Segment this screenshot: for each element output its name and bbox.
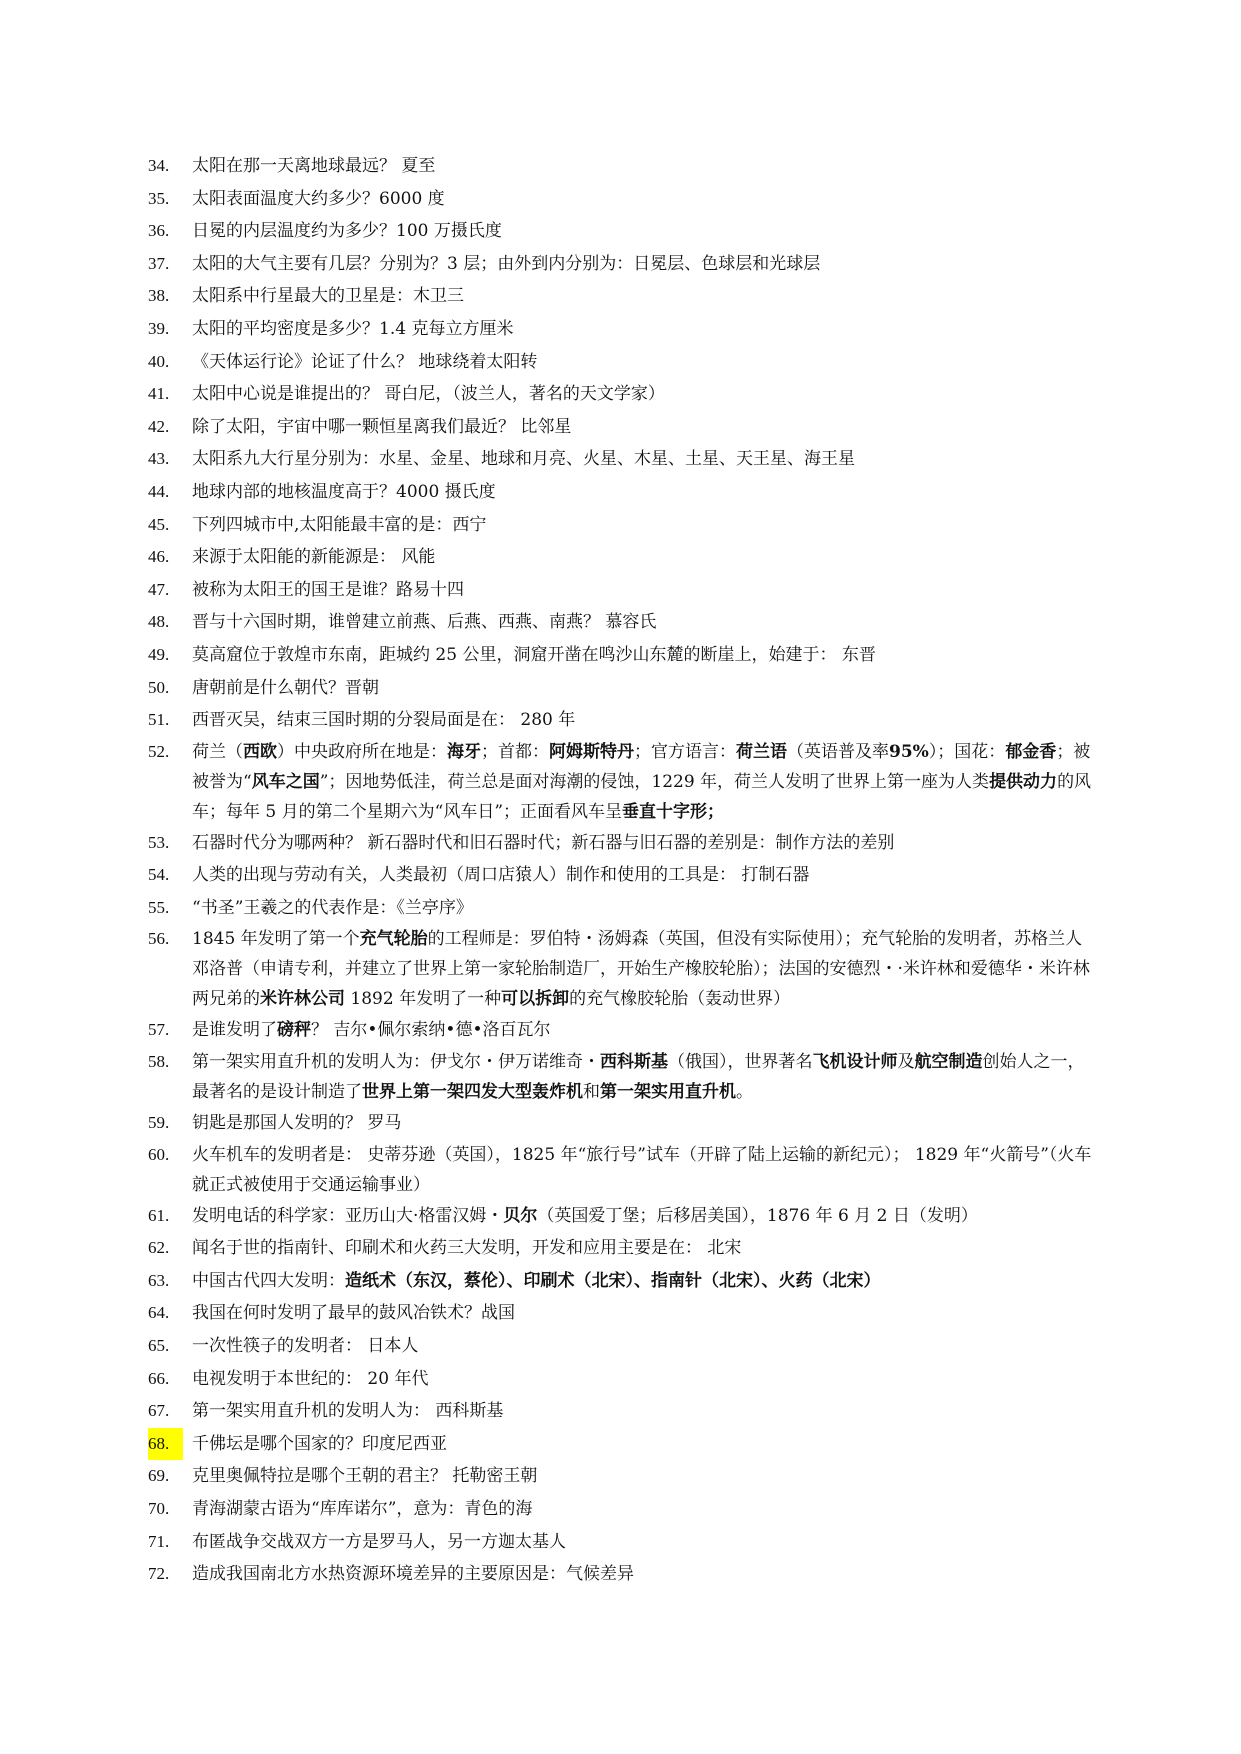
text-segment: 克里奥佩特拉是哪个王朝的君主？ 托勒密王朝 [192,1466,538,1487]
item-text [192,1428,1098,1461]
item-number: 51. [148,710,170,730]
item-text [192,639,1098,672]
bold-text: 可以拆卸 [501,989,570,1010]
item-number: 65. [148,1336,170,1356]
bold-text: 风车之国 [251,771,320,792]
item-number: 36. [148,221,170,241]
text-segment: 石器时代分为哪两种？ 新石器时代和旧石器时代；新石器与旧石器的差别是：制作方法的差别 [192,832,895,853]
text-segment: 太阳在那一天离地球最远？ 夏至 [192,156,436,176]
bold-text: 航空制造 [914,1052,983,1073]
item-number: 40. [148,351,170,371]
item-text [192,1526,1098,1559]
item-text [192,150,1098,183]
item-number: 44. [148,481,170,501]
list-item [148,1107,1098,1140]
item-text [192,1047,1098,1107]
list-item [148,476,1098,509]
item-number: 56. [148,929,170,949]
list-item [148,1428,1098,1461]
list-item [148,1232,1098,1265]
item-number: 49. [148,644,170,664]
list-item [148,827,1098,860]
text-segment: 唐朝前是什么朝代？晋朝 [192,677,379,698]
item-text [192,827,1098,860]
item-text [192,1200,1098,1233]
list-item [148,280,1098,313]
item-text [192,1460,1098,1493]
text-segment: 日冕的内层温度约为多少？100 万摄氏度 [192,221,502,242]
list-item [148,606,1098,639]
text-segment: 来源于太阳能的新能源是： 风能 [192,547,436,568]
text-segment: （英国爱丁堡；后移居美国），1876 年 6 月 2 日（发明） [537,1205,978,1226]
item-number: 63. [148,1270,170,1290]
item-text [192,1330,1098,1363]
item-number: 41. [148,384,170,404]
list-item [148,248,1098,281]
item-text [192,378,1098,411]
text-segment: 太阳系九大行星分别为：水星、金星、地球和月亮、火星、木星、土星、天王星、海王星 [192,449,855,470]
item-text [192,1140,1098,1200]
item-text [192,411,1098,444]
text-segment: 除了太阳，宇宙中哪一颗恒星离我们最近？ 比邻星 [192,416,572,437]
bold-text: 充气轮胎 [359,929,428,950]
item-number: 45. [148,514,170,534]
item-text [192,924,1098,1014]
item-text [192,443,1098,476]
list-item [148,1460,1098,1493]
item-number: 64. [148,1303,170,1323]
item-number: 37. [148,253,170,273]
item-number: 38. [148,286,170,306]
item-number: 55. [148,897,170,917]
bold-text: 阿姆斯特丹 [549,741,634,762]
text-segment: （英语普及率 [787,741,889,762]
item-text [192,892,1098,925]
bold-text: 海牙 [447,741,481,762]
text-segment: 发明电话的科学家：亚历山大·格雷汉姆・ [192,1205,504,1226]
text-segment: 1892 年发明了一种 [345,989,502,1010]
text-segment: 太阳中心说是谁提出的？ 哥白尼，（波兰人，著名的天文学家） [192,384,665,405]
text-segment: 青海湖蒙古语为“库库诺尔”，意为：青色的海 [192,1499,533,1519]
bold-text: 造纸术（东汉，蔡伦）、印刷术（北宋）、指南针（北宋）、火药（北宋） [345,1270,881,1291]
item-text [192,606,1098,639]
text-segment: 地球内部的地核温度高于？4000 摄氏度 [192,481,496,502]
item-text [192,574,1098,607]
item-text [192,1014,1098,1047]
item-text [192,1363,1098,1396]
list-item [148,1297,1098,1330]
list-item [148,150,1098,183]
list-item [148,509,1098,542]
item-number: 39. [148,318,170,338]
text-segment: 电视发明于本世纪的： 20 年代 [192,1368,429,1389]
list-item [148,1200,1098,1233]
item-number: 48. [148,612,170,632]
list-item [148,1014,1098,1047]
item-text [192,280,1098,313]
text-segment: 的充气橡胶轮胎（轰动世界） [569,989,791,1010]
item-text [192,1232,1098,1265]
item-number: 61. [148,1205,170,1225]
item-text [192,248,1098,281]
list-item [148,892,1098,925]
text-segment: 太阳表面温度大约多少？6000 度 [192,188,445,209]
list-item [148,574,1098,607]
item-text [192,476,1098,509]
text-segment: ；首都： [481,741,549,762]
list-item [148,1363,1098,1396]
item-number: 60. [148,1144,170,1164]
text-segment: 太阳的大气主要有几层？分别为？3 层；由外到内分别为：日冕层、色球层和光球层 [192,253,821,274]
text-segment: 和 [583,1082,600,1103]
item-text [192,1265,1098,1298]
item-text [192,737,1098,827]
item-number: 42. [148,416,170,436]
bold-text: 飞机设计师 [812,1052,898,1073]
text-segment: 中国古代四大发明： [192,1270,345,1291]
bold-text: 垂直十字形； [622,801,725,822]
text-segment: ？ 吉尔•佩尔索纳•德•洛百瓦尔 [311,1020,551,1041]
item-number: 58. [148,1052,170,1072]
list-item [148,1330,1098,1363]
item-text [192,672,1098,705]
text-segment: 人类的出现与劳动有关，人类最初（周口店猿人）制作和使用的工具是： 打制石器 [192,865,810,886]
text-segment: 。 [736,1082,753,1103]
bold-text: 世界上第一架四发大型轰炸机 [362,1082,583,1103]
item-number: 35. [148,188,170,208]
item-text [192,346,1098,379]
list-item [148,411,1098,444]
item-text [192,1493,1098,1526]
item-number: 70. [148,1499,170,1518]
list-item [148,1047,1098,1107]
text-segment: 太阳系中行星最大的卫星是：木卫三 [192,286,464,307]
text-segment: 1845 年发明了第一个 [192,929,360,950]
question-list [148,150,1098,1591]
list-item [148,183,1098,216]
text-segment: 钥匙是那国人发明的？ 罗马 [192,1113,402,1134]
text-segment: 及 [897,1052,915,1073]
list-item [148,346,1098,379]
list-item [148,1265,1098,1298]
item-text [192,541,1098,574]
text-segment: ”；因地势低洼，荷兰总是面对海潮的侵蚀，1229 年，荷兰人发明了世界上第一座为人类 [319,771,990,792]
list-item [148,1558,1098,1591]
list-item [148,924,1098,1014]
bold-text: 第一架实用直升机 [600,1082,736,1103]
item-text [192,1395,1098,1428]
list-item [148,313,1098,346]
item-number: 50. [148,677,170,697]
item-text [192,859,1098,892]
text-segment: ；被被誉为“ [192,741,1091,792]
text-segment: 一次性筷子的发明者： 日本人 [192,1336,419,1357]
item-text [192,215,1098,248]
item-number: 59. [148,1113,170,1133]
bold-text: 米许林公司 [260,989,345,1010]
item-number: 52. [148,741,170,761]
item-text [192,1558,1098,1591]
text-segment: 创始人之一，最著名的是设计制造了 [192,1052,1085,1103]
text-segment: 的工程师是：罗伯特・汤姆森（英国，但没有实际使用）；充气轮胎的发明者，苏格兰人邓洛普（申请专利，并建立了世界上第一家轮胎制造厂，开始生产橡胶轮胎）；法国的安德烈・·米许林和爱德华・米许林两兄弟的 [192,929,1090,1010]
list-item [148,378,1098,411]
item-text [192,313,1098,346]
text-segment: 火车机车的发明者是： 史蒂芬逊（英国），1825 年“旅行号”试车（开辟了陆上运输的新纪元）； 1829 年“火箭号”（火车就正式被使用于交通运输事业） [192,1144,1092,1195]
list-item [148,541,1098,574]
item-number: 46. [148,547,170,567]
text-segment: 造成我国南北方水热资源环境差异的主要原因是：气候差异 [192,1564,634,1585]
item-number: 47. [148,579,170,599]
text-segment: 的风车；每年 5 月的第二个星期六为“风车日”；正面看风车呈 [192,771,1092,822]
text-segment: 荷兰（ [192,741,243,762]
list-item [148,1493,1098,1526]
item-number: 69. [148,1466,170,1486]
bold-text: 西科斯基 [600,1052,668,1073]
list-item [148,737,1098,827]
item-number: 67. [148,1401,170,1421]
item-number: 71. [148,1531,170,1551]
text-segment: 千佛坛是哪个国家的？印度尼西亚 [192,1433,447,1454]
item-text [192,183,1098,216]
text-segment: ）；国花： [928,741,1006,762]
item-number: 68. [148,1428,183,1461]
item-number: 34. [148,156,170,175]
text-segment: 第一架实用直升机的发明人为： 西科斯基 [192,1401,504,1422]
text-segment: （俄国），世界著名 [668,1052,813,1073]
list-item [148,1526,1098,1559]
text-segment: 我国在何时发明了最早的鼓风冶铁术？战国 [192,1303,515,1324]
text-segment: 布匿战争交战双方一方是罗马人，另一方迦太基人 [192,1531,566,1552]
list-item [148,639,1098,672]
text-segment: 第一架实用直升机的发明人为：伊戈尔・伊万诺维奇・ [192,1052,600,1073]
list-item [148,215,1098,248]
item-number: 62. [148,1238,170,1258]
item-text [192,1107,1098,1140]
text-segment: “书圣”王羲之的代表作是：《兰亭序》 [192,897,473,918]
bold-text: 郁金香 [1005,741,1057,762]
bold-text: 磅秤 [277,1020,311,1041]
item-number: 54. [148,865,170,885]
item-number: 43. [148,449,170,469]
item-number: 53. [148,832,170,852]
text-segment: 是谁发明了 [192,1020,277,1041]
list-item [148,672,1098,705]
list-item [148,1140,1098,1200]
list-item [148,443,1098,476]
bold-text: 贝尔 [503,1205,538,1226]
text-segment: 被称为太阳王的国王是谁？路易十四 [192,579,464,600]
item-text [192,509,1098,542]
text-segment: 太阳的平均密度是多少？1.4 克每立方厘米 [192,318,514,339]
item-text [192,1297,1098,1330]
list-item [148,1395,1098,1428]
text-segment: 晋与十六国时期，谁曾建立前燕、后燕、西燕、南燕？ 慕容氏 [192,612,657,633]
text-segment: ）中央政府所在地是： [277,741,447,762]
item-number: 72. [148,1564,170,1584]
bold-text: 提供动力 [989,771,1058,792]
text-segment: 西晋灭吴，结束三国时期的分裂局面是在： 280 年 [192,710,576,731]
bold-text: 荷兰语 [736,741,787,762]
item-text [192,704,1098,737]
text-segment: ；官方语言： [634,741,736,762]
text-segment: 下列四城市中,太阳能最丰富的是：西宁 [192,514,487,535]
text-segment: 莫高窟位于敦煌市东南，距城约 25 公里，洞窟开凿在鸣沙山东麓的断崖上，始建于： 东晋 [192,644,876,665]
item-number: 57. [148,1020,170,1040]
bold-text: 95% [889,741,929,762]
list-item [148,859,1098,892]
item-number: 66. [148,1368,170,1388]
bold-text: 西欧 [243,741,277,762]
text-segment: 《天体运行论》论证了什么？ 地球绕着太阳转 [192,351,538,372]
list-item [148,704,1098,737]
text-segment: 闻名于世的指南针、印刷术和火药三大发明，开发和应用主要是在： 北宋 [192,1238,742,1259]
